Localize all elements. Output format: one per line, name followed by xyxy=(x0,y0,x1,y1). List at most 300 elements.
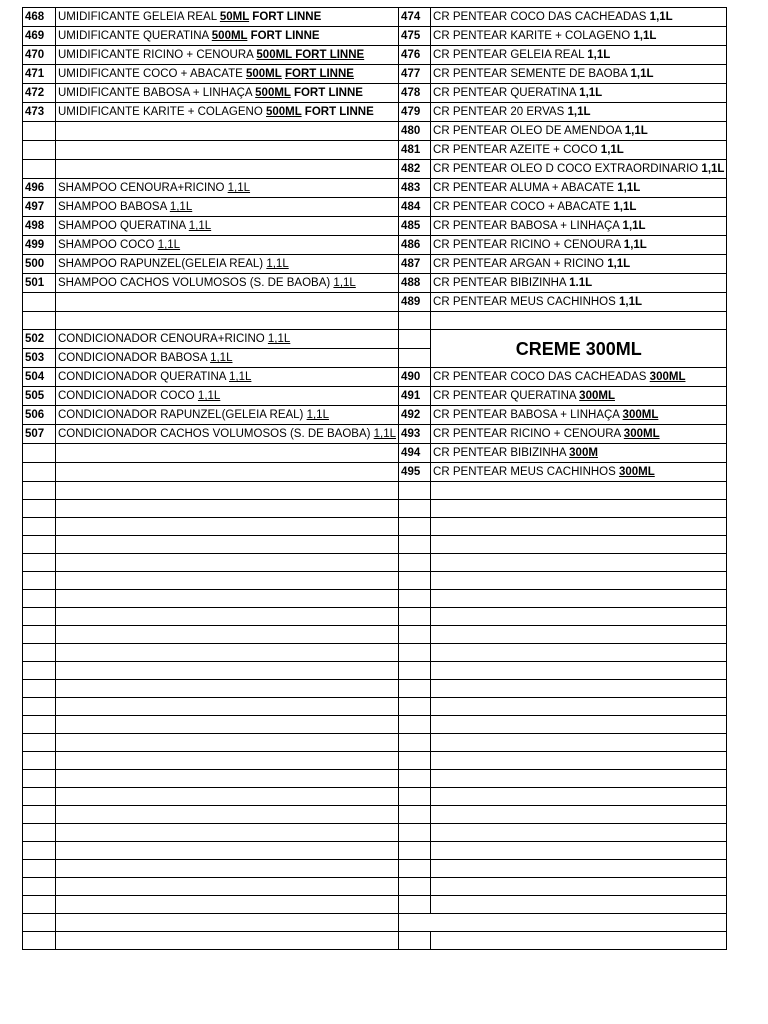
item-description xyxy=(56,896,399,914)
table-row-empty xyxy=(23,824,727,842)
item-description xyxy=(56,160,399,179)
item-description-part: CR PENTEAR SEMENTE DE BAOBA xyxy=(433,68,631,80)
item-description-part: FORT LINNE xyxy=(290,87,363,99)
item-description-part: FORT LINNE xyxy=(247,30,320,42)
item-description-part: CR PENTEAR BABOSA + LINHAÇA xyxy=(433,409,623,421)
item-code xyxy=(23,590,56,608)
item-description xyxy=(56,198,399,217)
item-description-part: 50ML xyxy=(219,11,250,23)
item-description xyxy=(56,680,399,698)
table-row xyxy=(23,444,727,463)
item-description-part: 1.1L xyxy=(569,277,593,289)
item-description xyxy=(56,179,399,198)
table-row xyxy=(23,141,727,160)
item-description xyxy=(56,662,399,680)
item-description-part: 1,1L xyxy=(229,371,252,383)
item-description xyxy=(431,27,727,46)
item-description xyxy=(431,312,727,330)
item-description xyxy=(431,8,727,27)
item-code xyxy=(23,626,56,644)
item-description xyxy=(431,536,727,554)
table-row-empty xyxy=(23,842,727,860)
item-description-part: 1,1L xyxy=(622,220,646,232)
item-description xyxy=(56,236,399,255)
item-code xyxy=(399,806,431,824)
item-description xyxy=(431,274,727,293)
item-description-part: CR PENTEAR MEUS CACHINHOS xyxy=(433,296,619,308)
item-description xyxy=(431,770,727,788)
item-code: 486 xyxy=(399,236,431,255)
item-description xyxy=(56,217,399,236)
item-code xyxy=(23,662,56,680)
item-description-part: CR PENTEAR KARITE + COLAGENO xyxy=(433,30,634,42)
item-description-part: 1,1L xyxy=(266,258,289,270)
item-description xyxy=(431,734,727,752)
item-description xyxy=(56,878,399,896)
item-description-part: SHAMPOO COCO xyxy=(58,239,158,251)
item-description-part: 500ML xyxy=(245,68,282,80)
item-description xyxy=(56,8,399,27)
item-code: 485 xyxy=(399,217,431,236)
item-description xyxy=(56,444,399,463)
item-description xyxy=(56,842,399,860)
item-description xyxy=(56,368,399,387)
table-row xyxy=(23,255,727,274)
item-code: 504 xyxy=(23,368,56,387)
item-code xyxy=(399,716,431,734)
table-row xyxy=(23,425,727,444)
item-code xyxy=(399,572,431,590)
item-description xyxy=(431,103,727,122)
item-description xyxy=(431,179,727,198)
item-description-part: CR PENTEAR RICINO + CENOURA xyxy=(433,428,624,440)
table-row xyxy=(23,387,727,406)
item-code: 490 xyxy=(399,368,431,387)
item-description-part: CR PENTEAR COCO + ABACATE xyxy=(433,201,614,213)
item-code xyxy=(399,590,431,608)
item-description-part: CR PENTEAR GELEIA REAL xyxy=(433,49,588,61)
item-code: 487 xyxy=(399,255,431,274)
item-code: 491 xyxy=(399,387,431,406)
table-row xyxy=(23,103,727,122)
item-description xyxy=(431,141,727,160)
item-code xyxy=(23,293,56,312)
table-row-empty xyxy=(23,482,727,500)
table-row-empty xyxy=(23,680,727,698)
item-code: 499 xyxy=(23,236,56,255)
item-description xyxy=(56,500,399,518)
item-description xyxy=(56,716,399,734)
table-row xyxy=(23,84,727,103)
product-table xyxy=(22,7,727,950)
item-description xyxy=(56,425,399,444)
item-code: 497 xyxy=(23,198,56,217)
item-description-part: 1,1L xyxy=(587,49,611,61)
item-description xyxy=(431,236,727,255)
table-row-empty xyxy=(23,536,727,554)
item-description xyxy=(431,387,727,406)
item-description xyxy=(431,65,727,84)
item-description xyxy=(431,716,727,734)
item-description-part: UMIDIFICANTE QUERATINA xyxy=(58,30,212,42)
item-code: 478 xyxy=(399,84,431,103)
item-description-part: UMIDIFICANTE KARITE + COLAGENO xyxy=(58,106,266,118)
item-code xyxy=(399,662,431,680)
item-description-part: 1,1L xyxy=(617,182,641,194)
item-description xyxy=(431,444,727,463)
item-description xyxy=(431,554,727,572)
item-code xyxy=(23,644,56,662)
item-code xyxy=(23,842,56,860)
item-code: 493 xyxy=(399,425,431,444)
table-row xyxy=(23,122,727,141)
item-description-part: 1,1L xyxy=(613,201,637,213)
item-code xyxy=(23,536,56,554)
item-description-part: 300ML xyxy=(622,409,659,421)
item-code xyxy=(23,734,56,752)
item-code xyxy=(23,788,56,806)
item-code xyxy=(23,572,56,590)
item-description-part: 300ML xyxy=(579,390,615,402)
item-description-part: 1,1L xyxy=(600,144,624,156)
item-code xyxy=(399,752,431,770)
item-code xyxy=(399,788,431,806)
item-code: 472 xyxy=(23,84,56,103)
table-row-empty xyxy=(23,554,727,572)
table-row-empty xyxy=(23,572,727,590)
item-code xyxy=(399,770,431,788)
item-description xyxy=(431,698,727,716)
item-description xyxy=(431,590,727,608)
item-description xyxy=(56,752,399,770)
item-description xyxy=(431,425,727,444)
item-description xyxy=(56,274,399,293)
item-code xyxy=(23,932,56,950)
item-description-part: SHAMPOO RAPUNZEL(GELEIA REAL) xyxy=(58,258,267,270)
item-description-part: 1,1L xyxy=(333,277,356,289)
table-row-empty xyxy=(23,770,727,788)
item-description-part: 1,1L xyxy=(701,163,725,175)
table-row-empty xyxy=(23,644,727,662)
item-description xyxy=(431,680,727,698)
item-description-part: UMIDIFICANTE GELEIA REAL xyxy=(58,11,220,23)
item-description-part: 500ML xyxy=(266,106,302,118)
item-description xyxy=(431,806,727,824)
item-description-part: 1,1L xyxy=(227,182,251,194)
item-description xyxy=(56,860,399,878)
item-code xyxy=(399,626,431,644)
table-row-empty xyxy=(23,788,727,806)
item-code xyxy=(23,122,56,141)
item-description-part: 1,1L xyxy=(306,409,329,421)
item-description xyxy=(56,590,399,608)
item-description-part: SHAMPOO CACHOS VOLUMOSOS (S. DE BAOBA) xyxy=(58,277,334,289)
item-description-part: 1,1L xyxy=(623,239,647,251)
item-description-part: 300ML xyxy=(623,428,660,440)
item-code: 501 xyxy=(23,274,56,293)
item-description xyxy=(56,914,399,932)
item-description xyxy=(56,312,399,330)
table-row xyxy=(23,236,727,255)
table-row-empty xyxy=(23,716,727,734)
product-table-body xyxy=(23,8,727,950)
item-code: 495 xyxy=(399,463,431,482)
item-code xyxy=(399,644,431,662)
item-code xyxy=(23,806,56,824)
item-description-part: CR PENTEAR COCO DAS CACHEADAS xyxy=(433,11,650,23)
item-description-part: CR PENTEAR BABOSA + LINHAÇA xyxy=(433,220,623,232)
table-row-empty xyxy=(23,860,727,878)
table-row xyxy=(23,406,727,425)
item-code xyxy=(399,608,431,626)
item-code xyxy=(399,536,431,554)
item-code: 480 xyxy=(399,122,431,141)
item-description xyxy=(56,806,399,824)
item-description-part: FORT LINNE xyxy=(284,68,354,80)
section-title-creme: CREME 300ML xyxy=(431,330,727,368)
item-code xyxy=(23,500,56,518)
item-code: 488 xyxy=(399,274,431,293)
item-code xyxy=(23,608,56,626)
table-row xyxy=(23,160,727,179)
item-description xyxy=(56,788,399,806)
item-description xyxy=(431,644,727,662)
table-row-empty xyxy=(23,734,727,752)
item-description xyxy=(431,122,727,141)
item-code xyxy=(399,896,431,914)
item-code: 492 xyxy=(399,406,431,425)
table-row-empty xyxy=(23,698,727,716)
item-code xyxy=(23,160,56,179)
item-code xyxy=(399,860,431,878)
item-description-part: 1,1L xyxy=(157,239,181,251)
item-code xyxy=(399,878,431,896)
item-description xyxy=(56,518,399,536)
item-description-part: 500ML xyxy=(211,30,248,42)
item-code: 469 xyxy=(23,27,56,46)
item-description-part: CR PENTEAR OLEO DE AMENDOA xyxy=(433,125,625,137)
item-description-part: 1,1L xyxy=(607,258,631,270)
item-code xyxy=(399,824,431,842)
item-description xyxy=(431,572,727,590)
item-code xyxy=(399,734,431,752)
table-row-empty xyxy=(23,626,727,644)
item-description xyxy=(56,824,399,842)
item-description xyxy=(431,293,727,312)
item-description-part: 1,1L xyxy=(373,428,397,440)
item-description-part: CR PENTEAR AZEITE + COCO xyxy=(433,144,601,156)
item-description-part: CONDICIONADOR QUERATINA xyxy=(58,371,230,383)
item-code xyxy=(23,860,56,878)
item-code xyxy=(23,914,56,932)
item-code xyxy=(399,932,431,950)
item-description xyxy=(56,349,399,368)
item-description xyxy=(431,896,727,914)
item-description xyxy=(431,752,727,770)
item-description-part: SHAMPOO CENOURA+RICINO xyxy=(58,182,228,194)
table-row-empty xyxy=(23,662,727,680)
item-description xyxy=(431,406,727,425)
item-code: 496 xyxy=(23,179,56,198)
item-description-part: CR PENTEAR BIBIZINHA xyxy=(433,277,570,289)
table-row-empty xyxy=(23,590,727,608)
item-description-part: 1,1L xyxy=(188,220,212,232)
table-row xyxy=(23,27,727,46)
item-description-part: 1,1L xyxy=(624,125,648,137)
item-code: 470 xyxy=(23,46,56,65)
item-description xyxy=(431,626,727,644)
item-description-part: UMIDIFICANTE RICINO + CENOURA xyxy=(58,49,257,61)
item-description xyxy=(431,824,727,842)
item-description-part: CR PENTEAR QUERATINA xyxy=(433,87,580,99)
table-row xyxy=(23,274,727,293)
item-description xyxy=(431,46,727,65)
item-code xyxy=(23,518,56,536)
item-description xyxy=(56,293,399,312)
item-description xyxy=(56,330,399,349)
item-description-part: CR PENTEAR COCO DAS CACHEADAS xyxy=(433,371,650,383)
item-description xyxy=(431,788,727,806)
item-description xyxy=(56,734,399,752)
item-description-part: 300ML xyxy=(618,466,655,478)
item-code: 479 xyxy=(399,103,431,122)
table-row xyxy=(23,198,727,217)
item-description xyxy=(431,878,727,896)
item-code xyxy=(23,444,56,463)
item-description-part: 1,1L xyxy=(618,296,642,308)
item-code: 505 xyxy=(23,387,56,406)
item-description xyxy=(431,932,727,950)
item-code: 484 xyxy=(399,198,431,217)
item-description-part: FORT LINNE xyxy=(292,49,365,61)
item-code xyxy=(23,463,56,482)
merged-empty-cell xyxy=(399,914,727,932)
item-description xyxy=(56,770,399,788)
item-code xyxy=(23,896,56,914)
item-code: 477 xyxy=(399,65,431,84)
item-code xyxy=(399,518,431,536)
table-row xyxy=(23,312,727,330)
item-code xyxy=(23,482,56,500)
item-description xyxy=(56,626,399,644)
item-description xyxy=(431,368,727,387)
table-row-empty xyxy=(23,932,727,950)
item-code xyxy=(23,141,56,160)
item-description-part: CONDICIONADOR CENOURA+RICINO xyxy=(58,333,268,345)
item-code xyxy=(23,770,56,788)
item-code xyxy=(23,878,56,896)
item-description-part: 300M xyxy=(569,447,598,459)
item-description-part: 1,1L xyxy=(197,390,221,402)
item-description xyxy=(431,842,727,860)
item-code xyxy=(399,500,431,518)
item-description xyxy=(56,406,399,425)
item-code xyxy=(399,330,431,349)
item-description-part: 1,1L xyxy=(649,11,673,23)
table-row xyxy=(23,293,727,312)
item-description-part: 1,1L xyxy=(267,333,291,345)
item-code xyxy=(399,482,431,500)
item-code xyxy=(399,312,431,330)
item-description xyxy=(431,160,727,179)
table-row-empty xyxy=(23,500,727,518)
item-code: 498 xyxy=(23,217,56,236)
item-code: 507 xyxy=(23,425,56,444)
table-row-empty xyxy=(23,896,727,914)
item-description xyxy=(56,536,399,554)
item-code: 476 xyxy=(399,46,431,65)
item-description xyxy=(56,698,399,716)
item-description xyxy=(431,662,727,680)
item-code xyxy=(23,554,56,572)
item-description-part: CR PENTEAR RICINO + CENOURA xyxy=(433,239,624,251)
item-code: 471 xyxy=(23,65,56,84)
item-description xyxy=(56,932,399,950)
table-row xyxy=(23,8,727,27)
item-description-part: 1,1L xyxy=(210,352,233,364)
item-description-part: UMIDIFICANTE BABOSA + LINHAÇA xyxy=(58,87,256,99)
item-code xyxy=(23,824,56,842)
item-description-part: 500ML xyxy=(256,49,292,61)
item-description xyxy=(56,122,399,141)
table-row-empty xyxy=(23,878,727,896)
item-description xyxy=(56,463,399,482)
item-code xyxy=(23,752,56,770)
table-row xyxy=(23,463,727,482)
table-row-empty xyxy=(23,752,727,770)
item-code xyxy=(399,698,431,716)
item-code xyxy=(23,716,56,734)
item-description xyxy=(56,65,399,84)
item-description xyxy=(431,482,727,500)
item-description xyxy=(56,482,399,500)
table-row xyxy=(23,368,727,387)
table-row xyxy=(23,179,727,198)
table-row xyxy=(23,217,727,236)
item-code xyxy=(399,349,431,368)
item-code xyxy=(399,554,431,572)
item-description xyxy=(431,500,727,518)
item-description xyxy=(56,255,399,274)
item-description-part: CR PENTEAR 20 ERVAS xyxy=(433,106,568,118)
item-description-part: 1,1L xyxy=(633,30,657,42)
item-description-part: 1,1L xyxy=(567,106,591,118)
item-code: 474 xyxy=(399,8,431,27)
item-description-part: CONDICIONADOR COCO xyxy=(58,390,198,402)
item-description xyxy=(431,84,727,103)
item-description-part: CONDICIONADOR CACHOS VOLUMOSOS (S. DE BAOBA) xyxy=(58,428,374,440)
item-description xyxy=(56,84,399,103)
item-description-part: 300ML xyxy=(649,371,686,383)
item-code: 494 xyxy=(399,444,431,463)
table-row xyxy=(23,330,727,349)
item-description-part: 1,1L xyxy=(169,201,193,213)
item-description xyxy=(431,608,727,626)
item-description xyxy=(56,554,399,572)
item-code: 473 xyxy=(23,103,56,122)
table-row xyxy=(23,46,727,65)
item-description xyxy=(56,644,399,662)
item-description xyxy=(431,198,727,217)
item-code: 500 xyxy=(23,255,56,274)
item-description-part: CR PENTEAR BIBIZINHA xyxy=(433,447,570,459)
item-description xyxy=(56,27,399,46)
item-description-part: 1,1L xyxy=(579,87,603,99)
item-description-part: CR PENTEAR ALUMA + ABACATE xyxy=(433,182,618,194)
item-code: 482 xyxy=(399,160,431,179)
item-code: 468 xyxy=(23,8,56,27)
item-description-part: 1,1L xyxy=(630,68,654,80)
